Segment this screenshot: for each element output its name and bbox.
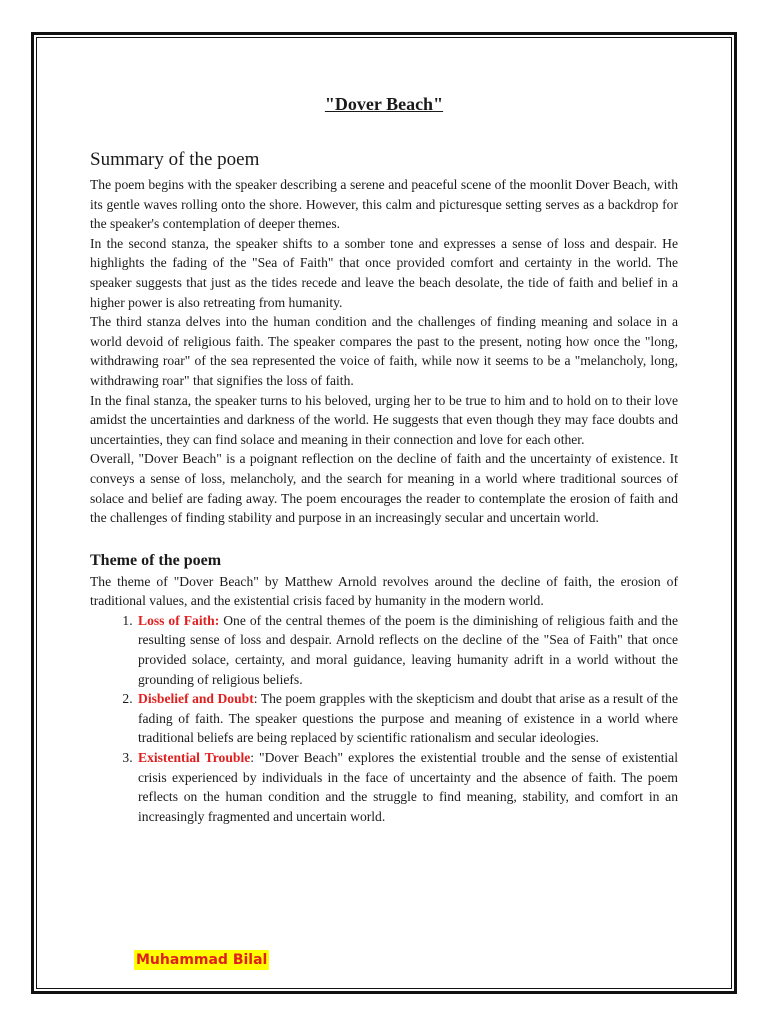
list-item	[136, 689, 678, 748]
theme-heading: Theme of the poem	[90, 551, 222, 569]
theme-intro: The theme of "Dover Beach" by Matthew Arnold revolves around the decline of faith, the erosion of traditional values, and the existential crisis faced by humanity in the modern world.	[90, 573, 678, 609]
summary-heading: Summary of the poem	[90, 149, 260, 170]
summary-paragraph-2: In the second stanza, the speaker shifts to a somber tone and expresses a sense of loss and despair. He highlights the fading of the "Sea of Faith" that once provided comfort and certainty in the world. The speaker suggests that just as the tides recede and leave the beach desolate, the tide of faith and belief in a higher power is also retreating from humanity.	[90, 235, 678, 310]
theme-text: One of the central themes of the poem is the diminishing of religious faith and the resulting sense of loss and despair. Arnold reflects on the decline of the "Sea of Faith" that once provided solace, certainty, and moral guidance, leaving humanity adrift in a world without the grounding of religious beliefs.	[138, 612, 678, 687]
list-item	[136, 748, 678, 826]
summary-paragraph-5: Overall, "Dover Beach" is a poignant reflection on the decline of faith and the uncertainty of existence. It conveys a sense of loss, melancholy, and the search for meaning in a world where traditional sources of solace and belief are fading away. The poem encourages the reader to contemplate the erosion of faith and the challenges of finding stability and purpose in an increasingly secular and uncertain world.	[90, 451, 678, 526]
theme-term: Existential Trouble	[138, 750, 251, 766]
summary-paragraph-4: In the final stanza, the speaker turns to his beloved, urging her to be true to him and to hold on to their love amidst the uncertainties and darkness of the world. He suggests that even though they may face doubts and uncertainties, they can find solace and meaning in their connection and love for each other.	[90, 392, 678, 447]
section-spacer	[90, 528, 678, 552]
author-name: Muhammad Bilal	[136, 952, 268, 968]
theme-term: Disbelief and Doubt	[138, 691, 254, 707]
theme-list	[90, 611, 678, 827]
theme-text: : The poem grapples with the skepticism and doubt that arise as a result of the fading of faith. The speaker questions the purpose and meaning of existence in a world where traditional beliefs are being replaced by scientific rationalism and secular ideologies.	[138, 691, 678, 746]
list-item	[136, 611, 678, 689]
theme-text: : "Dover Beach" explores the existential trouble and the sense of existential crisis experienced by individuals in the face of uncertainty and the absence of faith. The poem reflects on the human condition and the struggle to find meaning, stability, and comfort in an increasingly fragmented and uncertain world.	[138, 750, 678, 824]
document-title: "Dover Beach"	[324, 94, 444, 114]
summary-paragraph-3: The third stanza delves into the human condition and the challenges of finding meaning and solace in a world devoid of religious faith. The speaker compares the past to the present, noting how once the "long, withdrawing roar" of the sea represented the voice of faith, while now it seems to be a "melancholy, long, withdrawing roar" that signifies the loss of faith.	[90, 314, 678, 388]
document-body	[90, 94, 678, 826]
summary-paragraph-1: The poem begins with the speaker describing a serene and peaceful scene of the moonlit Dover Beach, with its gentle waves rolling onto the shore. However, this calm and picturesque setting serves as a backdrop for the speaker's contemplation of deeper themes.	[90, 177, 678, 232]
theme-term: Loss of Faith:	[138, 612, 220, 628]
